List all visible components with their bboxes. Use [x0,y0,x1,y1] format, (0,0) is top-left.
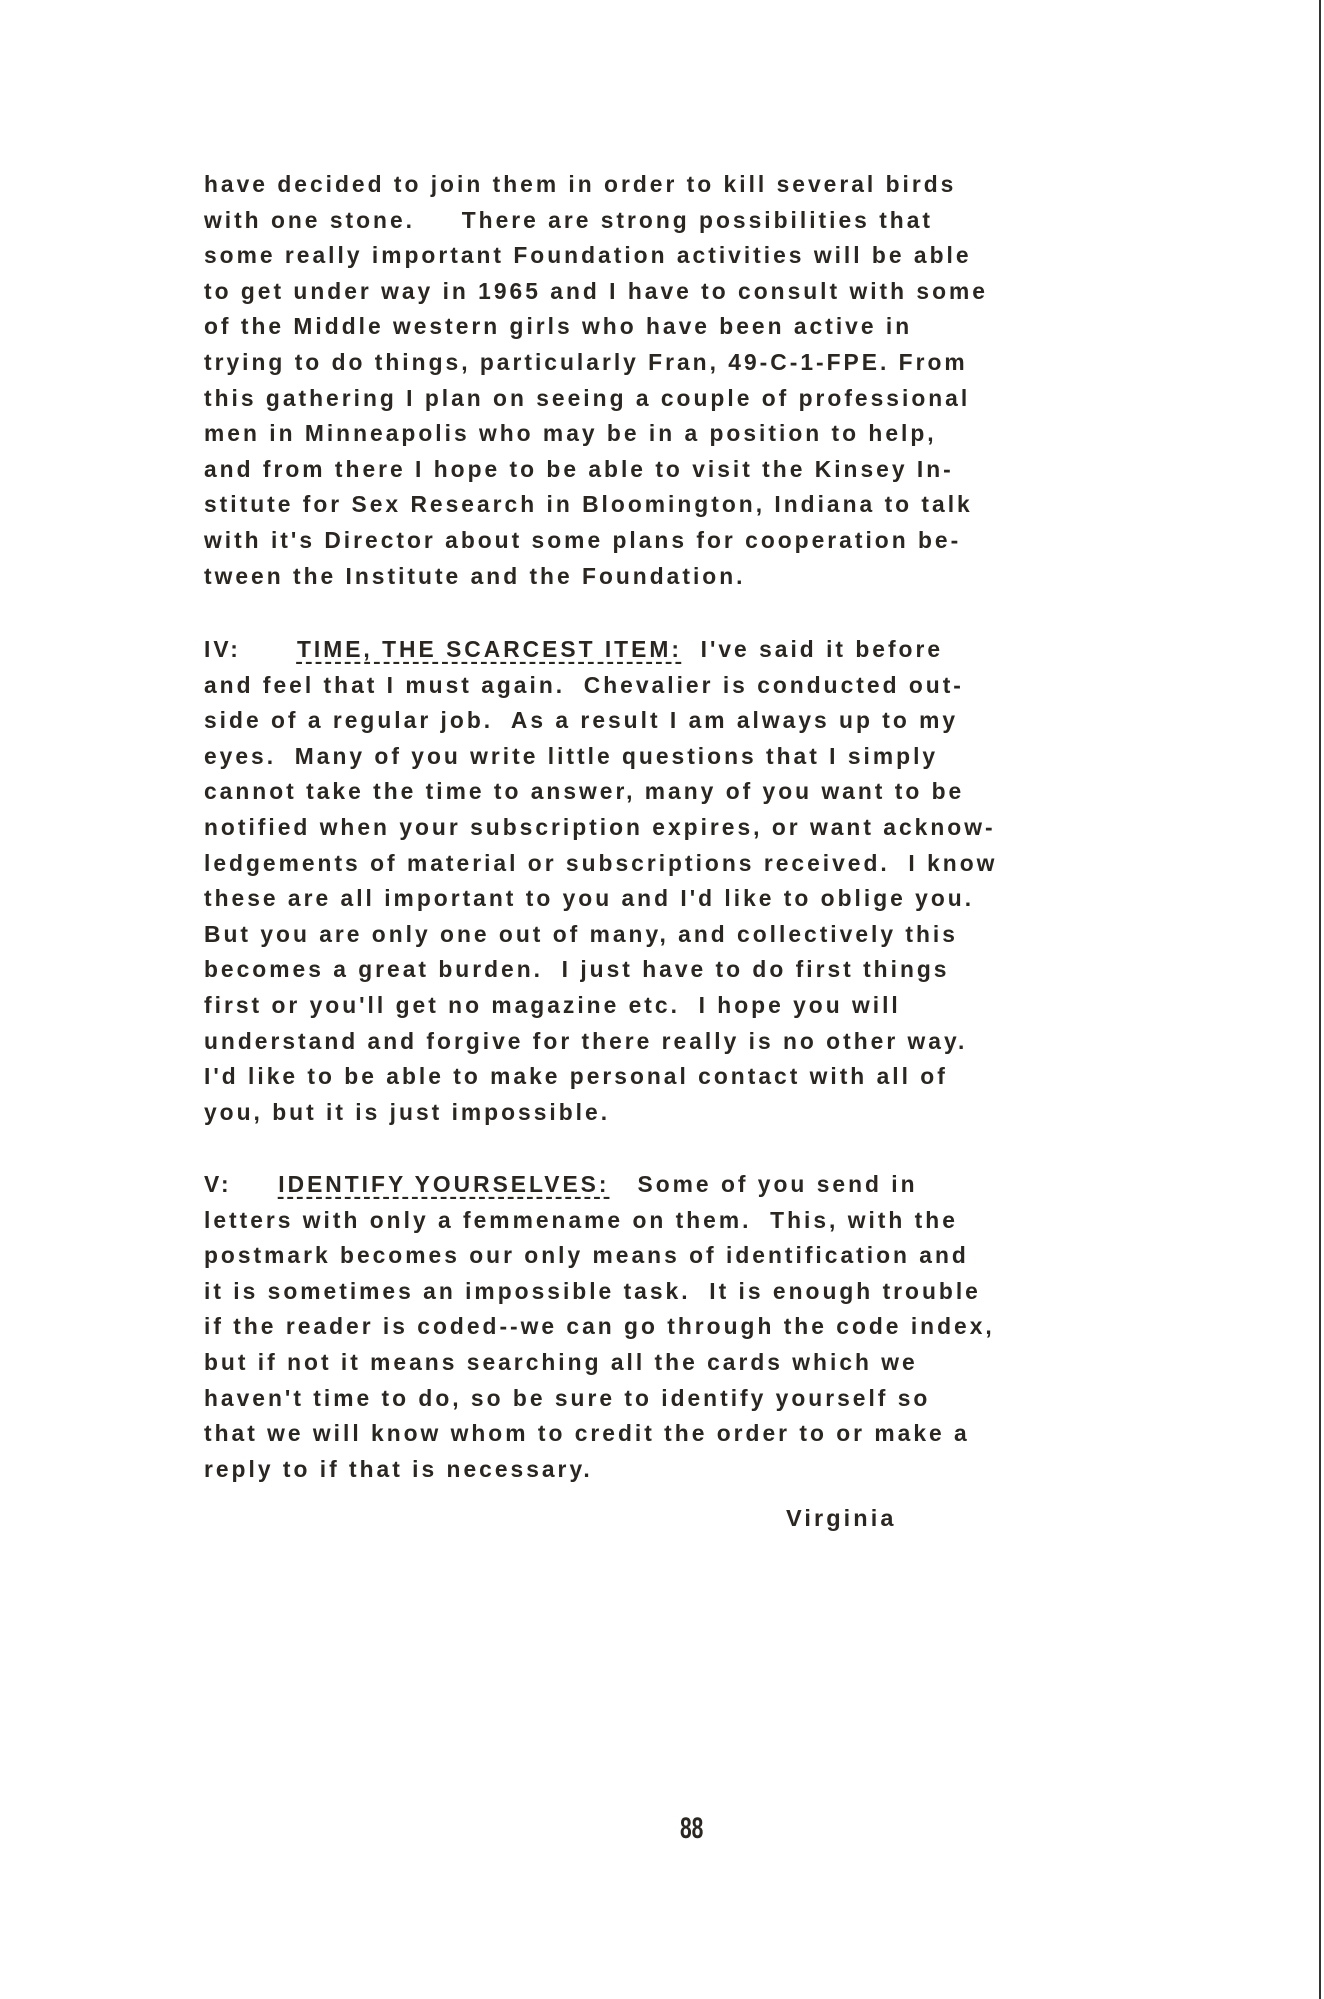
text-line: postmark becomes our only means of identification and [204,1242,969,1269]
text-line: haven't time to do, so be sure to identify yourself so [204,1384,931,1411]
text-line: these are all important to you and I'd like to oblige you. [204,885,975,912]
section-heading: TIME, THE SCARCEST ITEM: [296,636,682,662]
text-line: and from there I hope to be able to visit the Kinsey In- [204,455,954,482]
text: I've said it before [700,636,944,662]
text-line: reply to if that is necessary. [204,1455,593,1482]
signature: Virginia [786,1505,897,1531]
text: Some of you send in [637,1171,918,1197]
page-number: 88 [680,1812,704,1845]
text-line: notified when your subscription expires, or want acknow- [204,813,996,840]
page-edge-border [1319,0,1321,1999]
text-line: cannot take the time to answer, many of you want to be [204,778,965,805]
text-line: with one stone. There are strong possibilities that [204,206,934,233]
intro-paragraph [204,167,1264,594]
text-line: first or you'll get no magazine etc. I hope you will [204,991,901,1018]
section-v-first-line [204,1167,1232,1203]
text-line: you, but it is just impossible. [204,1098,611,1125]
text-line: ledgements of material or subscriptions received. I know [204,849,998,876]
section-number: IV: [204,636,241,662]
text-line: to get under way in 1965 and I have to consult with some [204,277,988,304]
text-line: of the Middle western girls who have been active in [204,313,913,340]
text-line: letters with only a femmename on them. This, with the [204,1206,958,1233]
text-line: that we will know whom to credit the order to or make a [204,1420,970,1447]
text-line: but if not it means searching all the cards which we [204,1348,918,1375]
section-iv [204,632,1264,1130]
section-heading: IDENTIFY YOURSELVES: [278,1171,610,1197]
text-line: side of a regular job. As a result I am always up to my [204,707,959,734]
text-line: and feel that I must again. Chevalier is conducted out- [204,671,964,698]
text-line: trying to do things, particularly Fran, 49-C-1-FPE. From [204,348,968,375]
text-line: have decided to join them in order to kill several birds [204,171,957,197]
text-line: understand and forgive for there really is no other way. [204,1027,968,1054]
text-line: some really important Foundation activities will be able [204,242,972,269]
section-iv-first-line [204,632,1232,668]
text-line: if the reader is coded--we can go through the code index, [204,1313,995,1340]
text-line: it is sometimes an impossible task. It is enough trouble [204,1277,981,1304]
text-line: men in Minneapolis who may be in a position to help, [204,420,937,447]
text-line: But you are only one out of many, and collectively this [204,920,958,947]
text-line: becomes a great burden. I just have to do first things [204,956,950,983]
text-line: eyes. Many of you write little questions that I simply [204,742,939,769]
section-v [204,1167,1264,1487]
text-line: with it's Director about some plans for cooperation be- [204,526,962,553]
text-line: this gathering I plan on seeing a couple of professional [204,384,971,411]
section-number: V: [204,1171,232,1197]
text-line: stitute for Sex Research in Bloomington, Indiana to talk [204,491,973,518]
text-line: I'd like to be able to make personal contact with all of [204,1063,948,1090]
text-line: tween the Institute and the Foundation. [204,562,746,589]
